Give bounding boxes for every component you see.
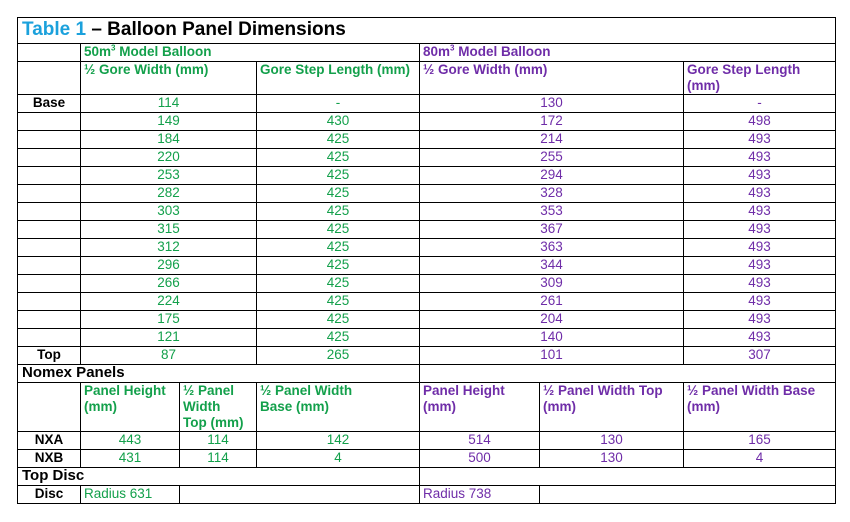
gore-step-80-cell: 493	[684, 185, 836, 203]
table-title	[18, 18, 836, 44]
panel-width-top-50-cell: 114	[180, 450, 257, 468]
panel-height-80-cell: 514	[420, 432, 540, 450]
row-label	[18, 221, 81, 239]
gore-row	[18, 149, 836, 167]
gore-step-80-cell: 493	[684, 329, 836, 347]
empty-cell	[18, 62, 81, 95]
panel-width-base-80-cell: 165	[684, 432, 836, 450]
gore-row	[18, 257, 836, 275]
gore-step-50-cell: 425	[257, 203, 420, 221]
panel-width-top-50-header-line2: Top (mm)	[183, 415, 244, 430]
panel-width-base-80-header-line2: (mm)	[687, 399, 720, 414]
panel-width-top-80-header	[540, 383, 684, 432]
nomex-row	[18, 432, 836, 450]
gore-step-50-cell: 425	[257, 311, 420, 329]
panel-width-base-50-cell: 142	[257, 432, 420, 450]
gore-width-50-header: ½ Gore Width (mm)	[81, 62, 257, 95]
nomex-section-row	[18, 365, 836, 383]
row-label	[18, 293, 81, 311]
gore-step-50-cell: -	[257, 95, 420, 113]
gore-width-50-cell: 296	[81, 257, 257, 275]
table-title-text: – Balloon Panel Dimensions	[86, 19, 346, 40]
panel-width-top-50-cell: 114	[180, 432, 257, 450]
row-label: NXB	[18, 450, 81, 468]
balloon-panel-table-container	[17, 17, 835, 504]
panel-width-base-80-cell: 4	[684, 450, 836, 468]
gore-width-80-cell: 130	[420, 95, 684, 113]
panel-width-top-50-header-line1: ½ Panel Width	[183, 383, 235, 414]
gore-width-80-cell: 294	[420, 167, 684, 185]
gore-width-50-cell: 175	[81, 311, 257, 329]
panel-height-50-header-line1: Panel Height	[84, 383, 166, 398]
model-50-label: 50m	[84, 44, 112, 59]
gore-row	[18, 239, 836, 257]
panel-width-base-50-header-line1: ½ Panel Width	[260, 383, 353, 398]
gore-width-50-cell: 253	[81, 167, 257, 185]
nomex-header-row	[18, 383, 836, 432]
gore-step-50-cell: 425	[257, 275, 420, 293]
gore-step-50-cell: 425	[257, 131, 420, 149]
panel-height-50-cell: 431	[81, 450, 180, 468]
model-50-header	[81, 44, 420, 62]
row-label: NXA	[18, 432, 81, 450]
model-80-label: 80m	[423, 44, 451, 59]
gore-step-80-cell: 493	[684, 203, 836, 221]
gore-width-80-header: ½ Gore Width (mm)	[420, 62, 684, 95]
table-number: Table 1	[22, 19, 87, 40]
row-label: Disc	[18, 486, 81, 504]
gore-width-50-cell: 266	[81, 275, 257, 293]
balloon-panel-table	[17, 17, 836, 504]
gore-width-80-cell: 101	[420, 347, 684, 365]
row-label	[18, 239, 81, 257]
gore-step-80-cell: -	[684, 95, 836, 113]
model-80-header	[420, 44, 836, 62]
gore-step-50-cell: 425	[257, 149, 420, 167]
model-50-suffix: Model Balloon	[115, 44, 212, 59]
gore-width-50-cell: 87	[81, 347, 257, 365]
panel-height-50-header	[81, 383, 180, 432]
gore-row	[18, 347, 836, 365]
row-label	[18, 131, 81, 149]
gore-width-50-cell: 121	[81, 329, 257, 347]
panel-width-top-50-header	[180, 383, 257, 432]
row-label	[18, 257, 81, 275]
disc-row	[18, 486, 836, 504]
gore-row	[18, 311, 836, 329]
panel-width-base-50-header	[257, 383, 420, 432]
panel-height-80-header-line2: (mm)	[423, 399, 456, 414]
gore-width-50-cell: 312	[81, 239, 257, 257]
gore-step-80-line2: (mm)	[687, 78, 720, 93]
panel-height-50-cell: 443	[81, 432, 180, 450]
gore-step-80-cell: 493	[684, 221, 836, 239]
gore-step-80-line1: Gore Step Length	[687, 62, 801, 77]
panel-height-80-header-line1: Panel Height	[423, 383, 505, 398]
gore-width-80-cell: 172	[420, 113, 684, 131]
empty-cell	[18, 383, 81, 432]
gore-step-50-cell: 430	[257, 113, 420, 131]
gore-step-80-cell: 493	[684, 167, 836, 185]
gore-row	[18, 275, 836, 293]
gore-width-50-cell: 220	[81, 149, 257, 167]
model-50-superscript: 3	[111, 43, 116, 53]
gore-width-50-cell: 114	[81, 95, 257, 113]
panel-height-80-header	[420, 383, 540, 432]
panel-height-50-header-line2: (mm)	[84, 399, 117, 414]
gore-step-80-cell: 493	[684, 239, 836, 257]
gore-step-50-header: Gore Step Length (mm)	[257, 62, 420, 95]
disc-radius-80-cell: Radius 738	[420, 486, 540, 504]
panel-width-top-80-header-line1: ½ Panel Width Top	[543, 383, 663, 398]
row-label	[18, 311, 81, 329]
gore-width-50-cell: 315	[81, 221, 257, 239]
gore-step-80-cell: 493	[684, 257, 836, 275]
row-label: Base	[18, 95, 81, 113]
gore-width-80-cell: 140	[420, 329, 684, 347]
nomex-section-title: Nomex Panels	[18, 365, 420, 383]
gore-row	[18, 131, 836, 149]
gore-step-50-cell: 265	[257, 347, 420, 365]
row-label	[18, 329, 81, 347]
gore-row	[18, 167, 836, 185]
gore-width-80-cell: 363	[420, 239, 684, 257]
gore-width-80-cell: 367	[420, 221, 684, 239]
model-80-superscript: 3	[450, 43, 455, 53]
gore-step-80-cell: 493	[684, 149, 836, 167]
gore-row	[18, 221, 836, 239]
gore-width-50-cell: 303	[81, 203, 257, 221]
disc-radius-50-cell: Radius 631	[81, 486, 180, 504]
gore-width-50-cell: 149	[81, 113, 257, 131]
row-label	[18, 203, 81, 221]
row-label	[18, 149, 81, 167]
gore-width-80-cell: 344	[420, 257, 684, 275]
empty-cell	[18, 44, 81, 62]
gore-step-50-cell: 425	[257, 221, 420, 239]
row-label	[18, 275, 81, 293]
model-80-suffix: Model Balloon	[454, 44, 551, 59]
empty-cell	[180, 486, 420, 504]
gore-width-80-cell: 353	[420, 203, 684, 221]
gore-width-80-cell: 214	[420, 131, 684, 149]
gore-step-80-header	[684, 62, 836, 95]
empty-cell	[420, 468, 836, 486]
gore-width-80-cell: 261	[420, 293, 684, 311]
gore-step-80-cell: 493	[684, 275, 836, 293]
panel-width-top-80-cell: 130	[540, 450, 684, 468]
gore-row	[18, 113, 836, 131]
gore-step-50-cell: 425	[257, 185, 420, 203]
gore-step-50-cell: 425	[257, 239, 420, 257]
gore-width-50-cell: 282	[81, 185, 257, 203]
empty-cell	[420, 365, 836, 383]
panel-width-base-50-header-line2: Base (mm)	[260, 399, 330, 414]
gore-row	[18, 203, 836, 221]
panel-width-base-80-header-line1: ½ Panel Width Base	[687, 383, 816, 398]
gore-step-80-cell: 493	[684, 293, 836, 311]
gore-width-80-cell: 204	[420, 311, 684, 329]
gore-width-50-cell: 224	[81, 293, 257, 311]
row-label: Top	[18, 347, 81, 365]
gore-step-80-cell: 493	[684, 311, 836, 329]
panel-width-base-80-header	[684, 383, 836, 432]
disc-section-row	[18, 468, 836, 486]
empty-cell	[540, 486, 836, 504]
gore-step-80-cell: 498	[684, 113, 836, 131]
panel-width-base-50-cell: 4	[257, 450, 420, 468]
panel-height-80-cell: 500	[420, 450, 540, 468]
gore-width-80-cell: 255	[420, 149, 684, 167]
gore-step-80-cell: 493	[684, 131, 836, 149]
row-label	[18, 185, 81, 203]
gore-step-50-cell: 425	[257, 293, 420, 311]
panel-width-top-80-header-line2: (mm)	[543, 399, 576, 414]
row-label	[18, 113, 81, 131]
panel-width-top-80-cell: 130	[540, 432, 684, 450]
row-label	[18, 167, 81, 185]
gore-step-50-cell: 425	[257, 167, 420, 185]
gore-width-50-cell: 184	[81, 131, 257, 149]
gore-row	[18, 95, 836, 113]
gore-width-80-cell: 309	[420, 275, 684, 293]
gore-step-80-cell: 307	[684, 347, 836, 365]
gore-row	[18, 329, 836, 347]
gore-row	[18, 185, 836, 203]
gore-step-50-cell: 425	[257, 257, 420, 275]
nomex-row	[18, 450, 836, 468]
gore-width-80-cell: 328	[420, 185, 684, 203]
disc-section-title: Top Disc	[18, 468, 420, 486]
gore-row	[18, 293, 836, 311]
gore-step-50-cell: 425	[257, 329, 420, 347]
